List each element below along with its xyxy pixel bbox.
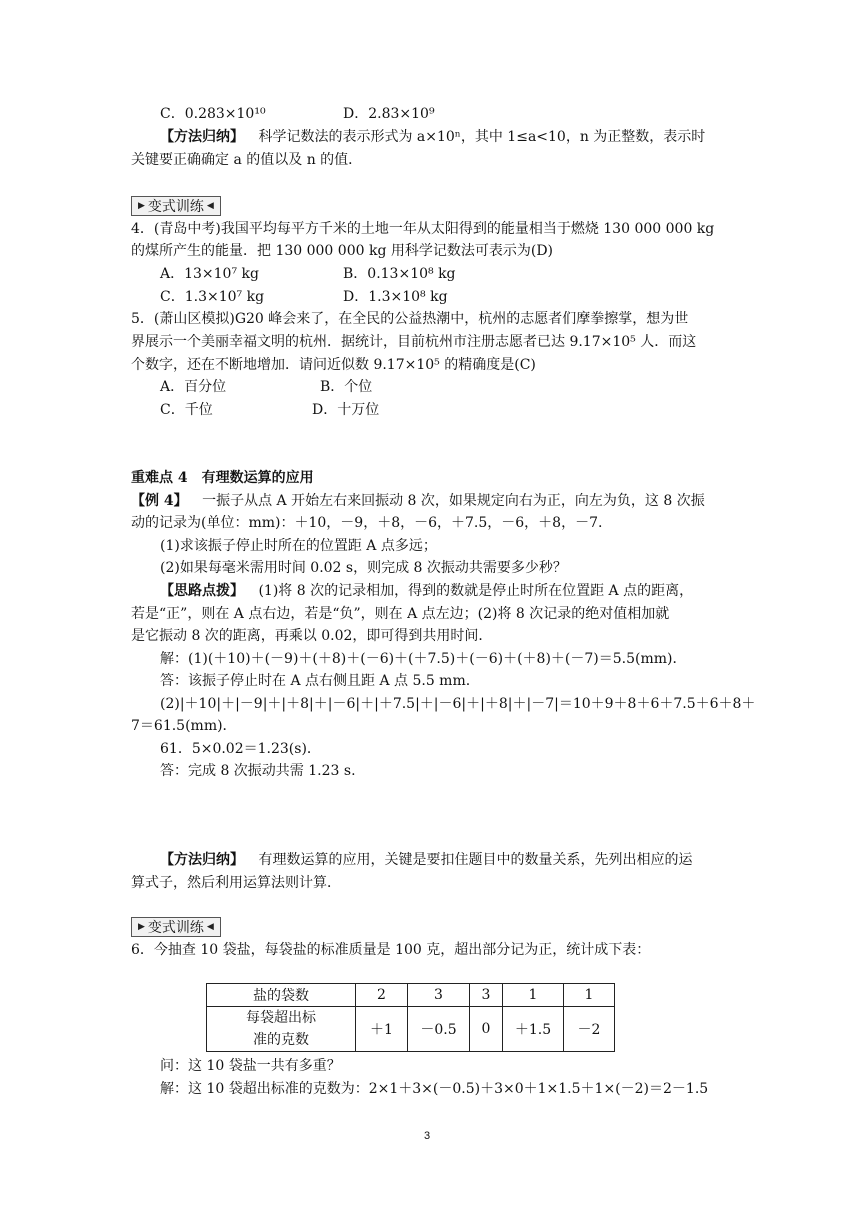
example-4-line-2: 动的记录为(单位：mm)：＋10，－9，＋8，－6，＋7.5，－6，＋8，－7. [131,515,603,531]
example-tag: 【例 4】 [131,493,188,509]
solution-line-2: 答：该振子停止时在 A 点右侧且距 A 点 5.5 mm. [160,673,471,689]
variant-training-badge [131,917,221,937]
q4-option-b: B．0.13×10⁸ kg [343,266,456,282]
question-6-line-1: 6．今抽查 10 袋盐，每袋盐的标准质量是 100 克，超出部分记为正，统计成下表： [131,942,651,958]
solution-line-1: 解：(1)(＋10)＋(－9)＋(＋8)＋(－6)＋(＋7.5)＋(－6)＋(＋8)＋(－7)＝5.5(mm)． [160,651,687,667]
table-cell: －2 [564,1007,615,1052]
question-4-line-2: 的煤所产生的能量．把 130 000 000 kg 用科学记数法可表示为(D) [131,243,554,259]
hint-line-2: 若是“正”，则在 A 点右边，若是“负”，则在 A 点左边；(2)将 8 次记录的绝对值相加就 [131,606,670,622]
triangle-left-icon: ◀ [206,922,214,932]
table-row [207,984,615,1007]
table-cell: ＋1 [356,1007,408,1052]
row-header: 盐的袋数 [207,984,356,1007]
method-text: 有理数运算的应用，关键是要扣住题目中的数量关系，先列出相应的运 [258,852,693,868]
q5-option-a: A．百分位 [160,379,227,395]
table-cell: 1 [503,984,564,1007]
q4-option-d: D．1.3×10⁸ kg [343,289,448,305]
row-header-line: 每袋超出标 [246,1010,316,1026]
question-5-line-2: 界展示一个美丽幸福文明的杭州．据统计，目前杭州市注册志愿者已达 9.17×10⁵ 人．而这 [131,334,697,350]
table-cell: 0 [470,1007,503,1052]
table-cell: ＋1.5 [503,1007,564,1052]
table-cell: 2 [356,984,408,1007]
method-title: 【方法归纳】 [160,852,244,868]
method-text: 科学记数法的表示形式为 a×10ⁿ，其中 1≤a<10，n 为正整数，表示时 [258,129,706,145]
triangle-right-icon: ▶ [138,201,145,211]
solution-line-3: (2)|＋10|＋|－9|＋|＋8|＋|－6|＋|＋7.5|＋|－6|＋|＋8|＋|－7|＝10＋9＋8＋6＋7.5＋6＋8＋ [160,696,756,712]
hint-line-3: 是它振动 8 次的距离，再乘以 0.02，即可得到共用时间． [131,628,493,644]
choice-d-prev: D．2.83×10⁹ [343,106,435,122]
example-4-line-1 [131,491,705,511]
badge-label: 变式训练 [147,920,204,936]
q5-option-b: B．个位 [320,379,373,395]
hint-title: 【思路点拨】 [160,583,244,599]
q5-option-c: C．千位 [160,402,213,418]
section-heading: 重难点 4 有理数运算的应用 [131,470,314,486]
question-4-line-1: 4．(青岛中考)我国平均每平方千米的土地一年从太阳得到的能量相当于燃烧 130 000 000 kg [131,221,715,237]
method-summary-1 [160,127,705,147]
row-header [207,1007,356,1052]
question-5-line-3: 个数字，还在不断地增加．请问近似数 9.17×10⁵ 的精确度是(C) [131,357,536,373]
question-5-line-1: 5．(萧山区模拟)G20 峰会来了，在全民的公益热潮中，杭州的志愿者们摩拳擦掌，想为世 [131,311,689,327]
solution-line-5: 61．5×0.02＝1.23(s)． [160,741,321,757]
badge-label: 变式训练 [147,199,204,215]
page-number: 3 [424,1130,431,1142]
hint-line-1 [160,581,693,601]
q5-option-d: D．十万位 [312,402,380,418]
table-cell: 3 [408,984,470,1007]
hint-text: (1)将 8 次的记录相加，得到的数就是停止时所在位置距 A 点的距离， [258,583,694,599]
example-4-sub-2: (2)如果每毫米需用时间 0.02 s，则完成 8 次振动共需要多少秒？ [160,560,567,576]
q4-option-a: A．13×10⁷ kg [160,266,259,282]
example-text: 一振子从点 A 开始左右来回振动 8 次，如果规定向右为正，向左为负，这 8 次振 [202,493,705,509]
choice-c-prev: C．0.283×10¹⁰ [160,106,266,122]
question-6-answer: 解：这 10 袋超出标准的克数为：2×1＋3×(－0.5)＋3×0＋1×1.5＋1×(－2)＝2－1.5 [160,1081,709,1097]
method-text-2: 关键要正确确定 a 的值以及 n 的值． [131,152,363,168]
variant-training-badge [131,196,221,216]
row-header-line: 准的克数 [253,1032,309,1048]
solution-line-6: 答：完成 8 次振动共需 1.23 s. [160,763,356,779]
triangle-left-icon: ◀ [206,201,214,211]
example-4-sub-1: (1)求该振子停止时所在的位置距 A 点多远； [160,538,437,554]
q4-option-c: C．1.3×10⁷ kg [160,289,265,305]
table-cell: －0.5 [408,1007,470,1052]
table-cell: 3 [470,984,503,1007]
question-6-question: 问：这 10 袋盐一共有多重？ [160,1058,341,1074]
triangle-right-icon: ▶ [138,922,145,932]
table-cell: 1 [564,984,615,1007]
method-title: 【方法归纳】 [160,129,244,145]
method-text-2: 算式子，然后利用运算法则计算． [131,875,341,891]
method-summary-2 [160,850,692,870]
table-row [207,1007,615,1052]
solution-line-4: 7＝61.5(mm)． [131,718,237,734]
salt-table [206,983,615,1052]
